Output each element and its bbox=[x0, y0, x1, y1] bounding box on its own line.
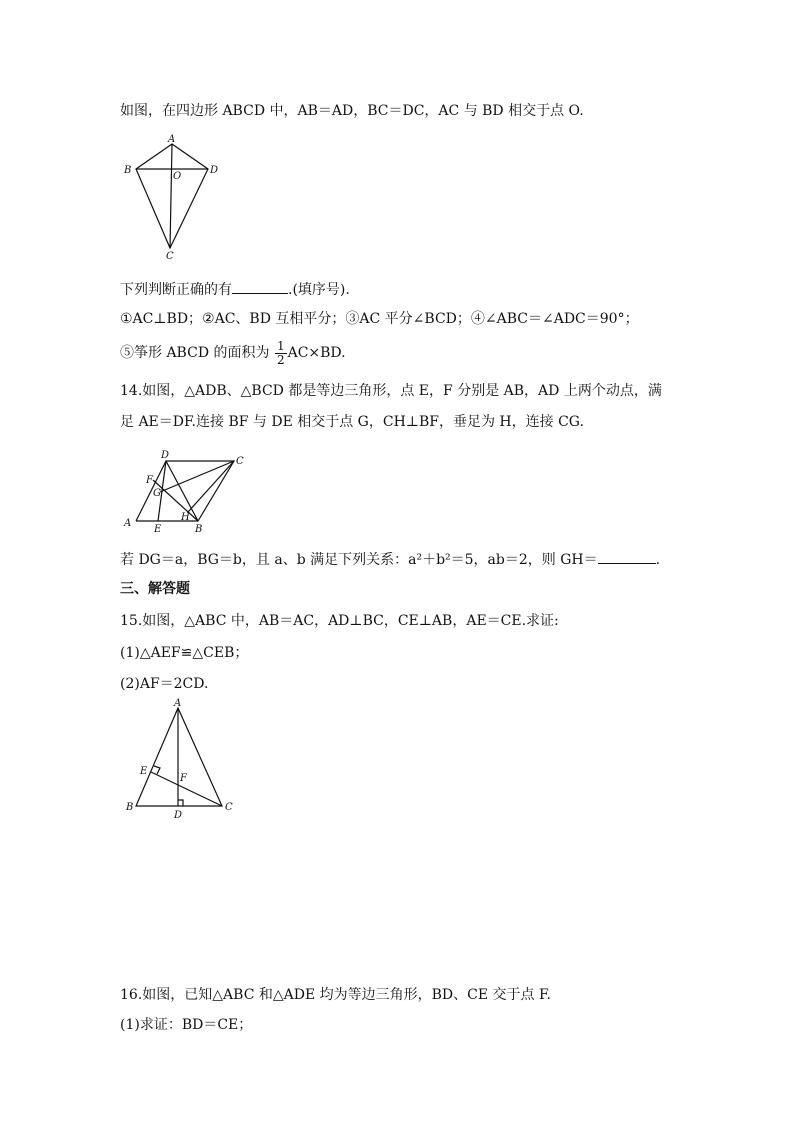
label-b: B bbox=[126, 802, 134, 813]
right-angle-e bbox=[154, 766, 160, 774]
q15-part1: (1)△AEF≌△CEB； bbox=[120, 645, 249, 661]
q14-condition-suffix: . bbox=[655, 552, 661, 568]
q14-condition-prefix: 若 DG＝a，BG＝b，且 a、b 满足下列关系：a²＋b²＝5，ab＝2，则 GH＝ bbox=[120, 552, 598, 568]
q13-option5-prefix: ⑤筝形 ABCD 的面积为 bbox=[120, 345, 270, 361]
label-c: C bbox=[236, 456, 244, 467]
segment-ch bbox=[188, 461, 234, 512]
fraction-denominator: 2 bbox=[276, 352, 285, 367]
fraction-one-half bbox=[275, 340, 287, 367]
q13-options-line2 bbox=[120, 338, 346, 368]
q13-options-line1: ①AC⊥BD；②AC、BD 互相平分；③AC 平分∠BCD；④∠ABC＝∠ADC＝90°； bbox=[120, 311, 639, 327]
label-c: C bbox=[166, 251, 174, 262]
label-d: D bbox=[161, 450, 170, 461]
q13-answer-blank[interactable] bbox=[232, 279, 288, 294]
q13-prompt-after: .(填序号). bbox=[288, 282, 350, 298]
fraction-numerator: 1 bbox=[276, 338, 285, 353]
q14-line2: 足 AE＝DF.连接 BF 与 DE 相交于点 G，CH⊥BF，垂足为 H，连接 CG. bbox=[120, 414, 584, 430]
q15-part2: (2)AF＝2CD. bbox=[120, 676, 209, 692]
q13-prompt bbox=[120, 279, 350, 300]
label-a: A bbox=[168, 134, 176, 145]
q16-intro: 16.如图，已知△ABC 和△ADE 均为等边三角形，BD、CE 交于点 F. bbox=[120, 987, 551, 1003]
label-d: D bbox=[174, 810, 183, 821]
q15-triangle-figure bbox=[118, 696, 248, 822]
label-b: B bbox=[124, 165, 132, 176]
label-g: G bbox=[153, 488, 161, 499]
q14-figure bbox=[118, 448, 258, 538]
label-o: O bbox=[173, 171, 182, 182]
right-angle-d bbox=[178, 800, 183, 806]
label-e: E bbox=[140, 766, 148, 777]
label-h: H bbox=[181, 512, 190, 523]
q13-prompt-before: 下列判断正确的有 bbox=[120, 282, 232, 298]
section-title: 三、解答题 bbox=[120, 581, 190, 597]
label-b: B bbox=[195, 524, 203, 535]
q14-answer-blank[interactable] bbox=[598, 549, 656, 564]
label-a: A bbox=[124, 518, 132, 529]
q13-intro: 如图，在四边形 ABCD 中，AB＝AD，BC＝DC，AC 与 BD 相交于点 O. bbox=[120, 103, 584, 119]
label-c: C bbox=[225, 802, 233, 813]
label-f: F bbox=[146, 475, 153, 486]
segment-cg bbox=[160, 461, 234, 492]
kite-diagonal-ac bbox=[170, 144, 172, 248]
label-e: E bbox=[154, 524, 162, 535]
label-a: A bbox=[174, 698, 182, 709]
q15-intro: 15.如图，△ABC 中，AB＝AC，AD⊥BC，CE⊥AB，AE＝CE.求证: bbox=[120, 613, 559, 629]
q14-condition bbox=[120, 549, 660, 570]
q14-line1: 14.如图，△ADB、△BCD 都是等边三角形，点 E，F 分别是 AB，AD 上两个动点，满 bbox=[120, 383, 662, 399]
q13-kite-figure bbox=[118, 134, 228, 264]
label-d: D bbox=[210, 165, 219, 176]
triangle-abc bbox=[136, 708, 222, 806]
label-f: F bbox=[180, 773, 187, 784]
q13-option5-suffix: AC×BD. bbox=[287, 345, 346, 361]
q16-part1: (1)求证：BD＝CE； bbox=[120, 1017, 253, 1033]
